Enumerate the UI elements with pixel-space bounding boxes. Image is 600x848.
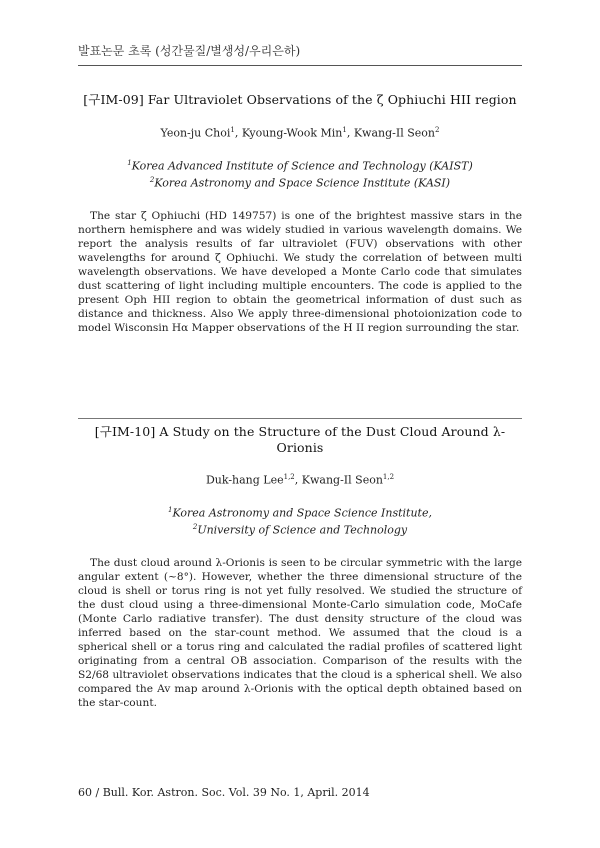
author-affiliation-mark: 1,2 xyxy=(283,473,295,481)
author-name: Kwang-Il Seon xyxy=(353,126,435,140)
section-divider xyxy=(78,418,522,419)
author-name: Kyoung-Wook Min xyxy=(241,126,343,140)
affiliation-list xyxy=(78,156,522,191)
abstract-title: [구IM-09] Far Ultraviolet Observations of the ζ Ophiuchi HII region xyxy=(83,92,517,107)
abstract-body: The dust cloud around λ-Orionis is seen to be circular symmetric with the large angular extent (~8°). However, whether the three dimensional structure of the cloud is shell or torus ring is not yet fully resolved. We studied the structure of the dust cloud using a three-dimensional Monte-Carlo simulation code, MoCafe (Monte Carlo radiative transfer). The dust density structure of the cloud was inferred based on the star-count method. We assumed that the cloud is a spherical shell or a torus ring and calculated the radial profiles of scattered light originating from a central OB association. Comparison of the results with the S2/68 ultraviolet observations indicates that the cloud is a spherical shell. We also compared the Av map around λ-Orionis with the optical depth obtained based on the star-count. xyxy=(78,556,522,709)
page-footer-citation: 60 / Bull. Kor. Astron. Soc. Vol. 39 No. 1, April. 2014 xyxy=(78,786,370,799)
affiliation-mark: 2 xyxy=(192,523,198,532)
author-name: Kwang-Il Seon xyxy=(301,473,383,487)
affiliation xyxy=(78,520,522,538)
affiliation-text: Korea Advanced Institute of Science and Technology (KAIST) xyxy=(131,159,473,173)
author-separator: , xyxy=(346,126,354,140)
author-affiliation-mark: 1,2 xyxy=(382,473,395,481)
affiliation-mark: 1 xyxy=(168,505,173,514)
abstract-body: The star ζ Ophiuchi (HD 149757) is one of the brightest massive stars in the northern hemisphere and was widely studied in various wavelength domains. We report the analysis results of far ultraviolet (FUV) observations with other wavelengths for around ζ Ophiuchi. We study the correlation of between multi wavelength observations. We have developed a Monte Carlo code that simulates dust scattering of light including multiple encounters. The code is applied to the present Oph HII region to obtain the geometrical information of dust such as distance and thickness. Also We apply three-dimensional photoionization code to model Wisconsin Hα Mapper observations of the H II region surrounding the star. xyxy=(78,209,522,334)
abstract-im09 xyxy=(78,90,522,335)
author-affiliation-mark: 1 xyxy=(342,126,347,134)
author-name: Yeon-ju Choi xyxy=(160,126,231,140)
author-affiliation-mark: 1 xyxy=(230,126,235,134)
abstract-im10 xyxy=(78,422,522,710)
affiliation xyxy=(78,173,522,191)
author-affiliation-mark: 2 xyxy=(435,126,440,134)
author-separator: , xyxy=(234,126,242,140)
affiliation xyxy=(78,503,522,521)
author-list xyxy=(78,473,522,487)
affiliation-text: Korea Astronomy and Space Science Institute, xyxy=(172,506,432,520)
running-header: 발표논문 초록 (성간물질/별생성/우리은하) xyxy=(78,42,522,66)
affiliation xyxy=(78,156,522,174)
abstract-title: [구IM-10] A Study on the Structure of the Dust Cloud Around λ-Orionis xyxy=(94,424,506,455)
affiliation-mark: 1 xyxy=(127,158,132,167)
affiliation-text: University of Science and Technology xyxy=(197,523,408,537)
author-name: Duk-hang Lee xyxy=(205,473,284,487)
affiliation-text: Korea Astronomy and Space Science Institute (KASI) xyxy=(154,176,451,190)
affiliation-list xyxy=(78,503,522,538)
affiliation-mark: 2 xyxy=(149,176,155,185)
author-separator: , xyxy=(294,473,302,487)
author-list xyxy=(78,126,522,140)
